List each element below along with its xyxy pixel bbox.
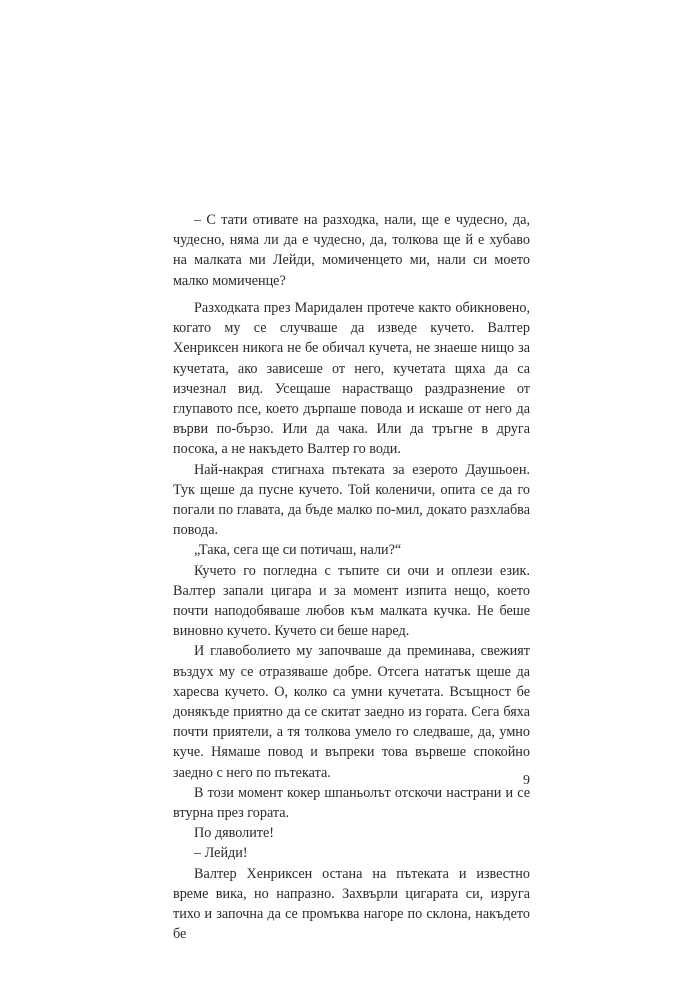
paragraph: Валтер Хенриксен остана на пътеката и известно време вика, но напразно. Захвърли цигарата си, изруга тихо и започна да се промъква нагоре по склона, накъдето бе <box>173 865 530 943</box>
paragraph: „Така, сега ще си потичаш, нали?“ <box>194 542 402 559</box>
paragraph: Разходката през Маридален протече както обикновено, когато му се случваше да изведе кучето. Валтер Хенриксен никога не бе обичал кучета, не знаеше нищо за кучетата, ако зависеше от него, кучетата щяха да са изчезнал вид. Усещаше нарастващо раздразнение от глупавото псе, което дърпаше повода и искаше от него да върви по-бързо. Или да чака. Или да тръгне в друга посока, а не накъдето Валтер го води. <box>173 300 530 458</box>
text-block-main <box>173 298 530 945</box>
paragraph: И главоболието му започваше да преминава, свежият въздух му се отразяваше добре. Отсега нататък щеше да харесва кучето. О, колко са умни кучетата. Всъщност бе донякъде приятно да се скитат заедно из гората. Сега бяха почти приятели, а тя толкова умело го следваше, да, умно куче. Нямаше повод и въпреки това вървеше спокойно заедно с него по пътеката. <box>173 643 530 781</box>
paragraph: По дяволите! <box>194 825 275 842</box>
paragraph: – Лейди! <box>194 845 248 862</box>
page-number: 9 <box>523 773 530 788</box>
paragraph: Най-накрая стигнаха пътеката за езерото Даушьоен. Тук щеше да пусне кучето. Той коленичи, опита се да го погали по главата, да бъде малко по-мил, докато разхлабва повода. <box>173 461 530 539</box>
paragraph: – С тати отивате на разходка, нали, ще е чудесно, да, чудесно, няма ли да е чудесно, да, толкова ще й е хубаво на малката ми Лейди, момиченцето ми, нали си моето малко момиченце? <box>173 212 530 289</box>
text-block-opening <box>173 210 530 291</box>
paragraph: Кучето го погледна с тъпите си очи и оплези език. Валтер запали цигара и за момент изпита нещо, което почти наподобяваше любов към малката кучка. Не беше виновно кучето. Кучето си беше наред. <box>173 562 530 640</box>
paragraph: В този момент кокер шпаньолът отскочи настрани и се втурна през гората. <box>173 784 530 822</box>
